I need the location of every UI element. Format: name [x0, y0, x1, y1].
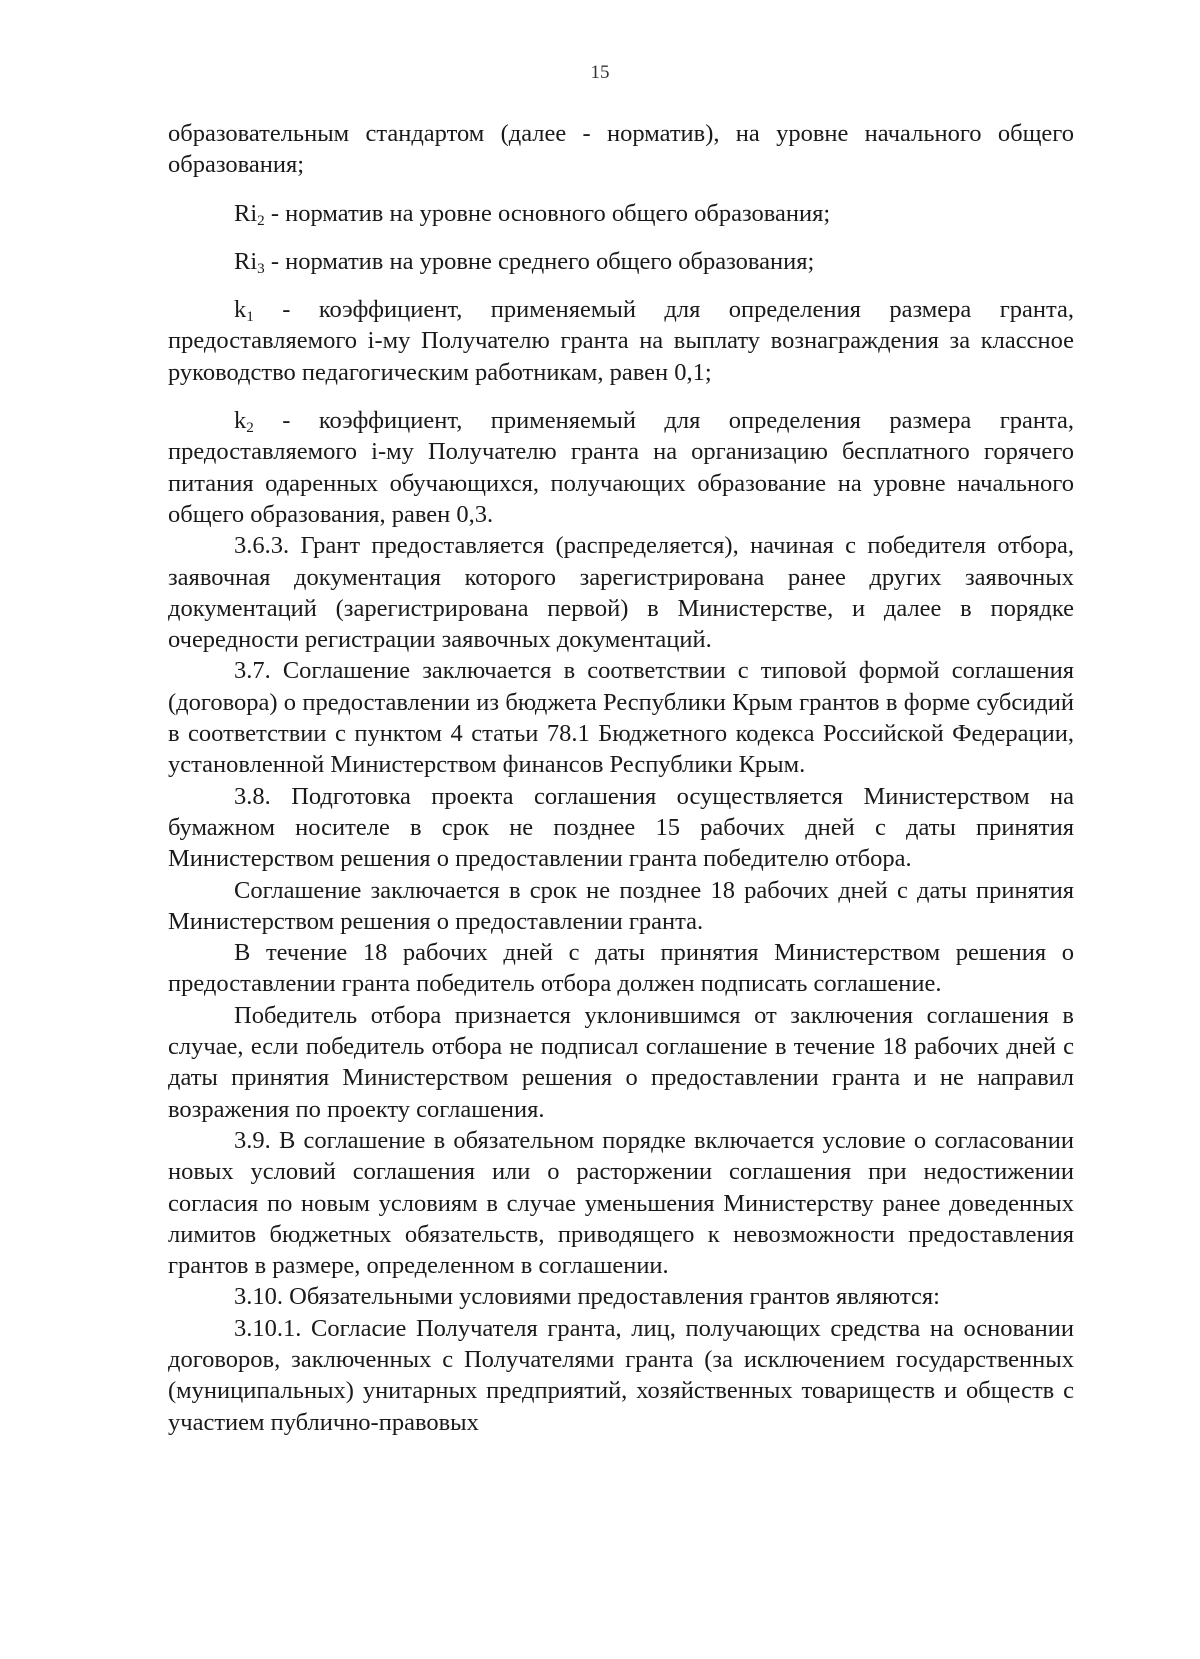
paragraph-text: - коэффициент, применяемый для определения размера гранта, предоставляемого i-му Получателю гранта на выплату вознаграждения за классное руководство педагогическим работникам, равен 0,1; — [168, 296, 1074, 386]
subscript: 2 — [246, 418, 254, 436]
page-number: 15 — [590, 62, 610, 83]
paragraph-k2 — [168, 405, 1074, 530]
symbol: Ri — [234, 199, 258, 227]
paragraph-1: образовательным стандартом (далее - норматив), на уровне начального общего образования; — [168, 120, 1074, 179]
paragraph-3-8: 3.8. Подготовка проекта соглашения осуществляется Министерством на бумажном носителе в срок не позднее 15 рабочих дней с даты принятия Министерством решения о предоставлении гранта победителю отбора. — [168, 782, 1074, 873]
subscript: 1 — [246, 307, 254, 325]
paragraph-agreement-term: Соглашение заключается в срок не позднее 18 рабочих дней с даты принятия Министерством решения о предоставлении гранта. — [168, 876, 1074, 935]
symbol: Ri — [234, 247, 258, 275]
paragraph-3-10: 3.10. Обязательными условиями предоставления грантов являются: — [234, 1283, 940, 1311]
paragraph-ri3 — [168, 246, 1074, 277]
symbol: k — [234, 407, 247, 435]
paragraph-3-7: 3.7. Соглашение заключается в соответствии с типовой формой соглашения (договора) о предоставлении из бюджета Республики Крым грантов в форме субсидий в соответствии с пунктом 4 статьи 78.1 Бюджетного кодекса Российской Федерации, установленной Министерством финансов Республики Крым. — [168, 657, 1074, 779]
paragraph-text: - норматив на уровне основного общего образования; — [264, 199, 831, 227]
subscript: 3 — [257, 259, 265, 277]
subscript: 2 — [257, 211, 265, 229]
document-body — [168, 118, 1074, 1438]
paragraph-3-10-1: 3.10.1. Согласие Получателя гранта, лиц, получающих средства на основании договоров, заключенных с Получателями гранта (за исключением государственных (муниципальных) унитарных предприятий, хозяйственных товариществ и обществ с участием публично-правовых — [168, 1314, 1074, 1436]
paragraph-text: - коэффициент, применяемый для определения размера гранта, предоставляемого i-му Получателю гранта на организацию бесплатного горячего питания одаренных обучающихся, получающих образование на уровне начального общего образования, равен 0,3. — [168, 407, 1074, 528]
symbol: k — [234, 296, 247, 324]
paragraph-evasion: Победитель отбора признается уклонившимся от заключения соглашения в случае, если победитель отбора не подписал соглашение в течение 18 рабочих дней с даты принятия Министерством решения о предоставлении гранта и не направил возражения по проекту соглашения. — [168, 1001, 1074, 1123]
paragraph-3-6-3: 3.6.3. Грант предоставляется (распределяется), начиная с победителя отбора, заявочная документация которого зарегистрирована ранее других заявочных документаций (зарегистрирована первой) в Министерстве, и далее в порядке очередности регистрации заявочных документаций. — [168, 532, 1074, 654]
paragraph-text: - норматив на уровне среднего общего образования; — [264, 247, 815, 275]
paragraph-signing-term: В течение 18 рабочих дней с даты принятия Министерством решения о предоставлении гранта победитель отбора должен подписать соглашение. — [168, 939, 1074, 998]
paragraph-3-9: 3.9. В соглашение в обязательном порядке включается условие о согласовании новых условий соглашения или о расторжении соглашения при недостижении согласия по новым условиям в случае уменьшения Министерству ранее доведенных лимитов бюджетных обязательств, приводящего к невозможности предоставления грантов в размере, определенном в соглашении. — [168, 1126, 1074, 1280]
paragraph-k1 — [168, 294, 1074, 388]
paragraph-ri2 — [168, 198, 1074, 229]
